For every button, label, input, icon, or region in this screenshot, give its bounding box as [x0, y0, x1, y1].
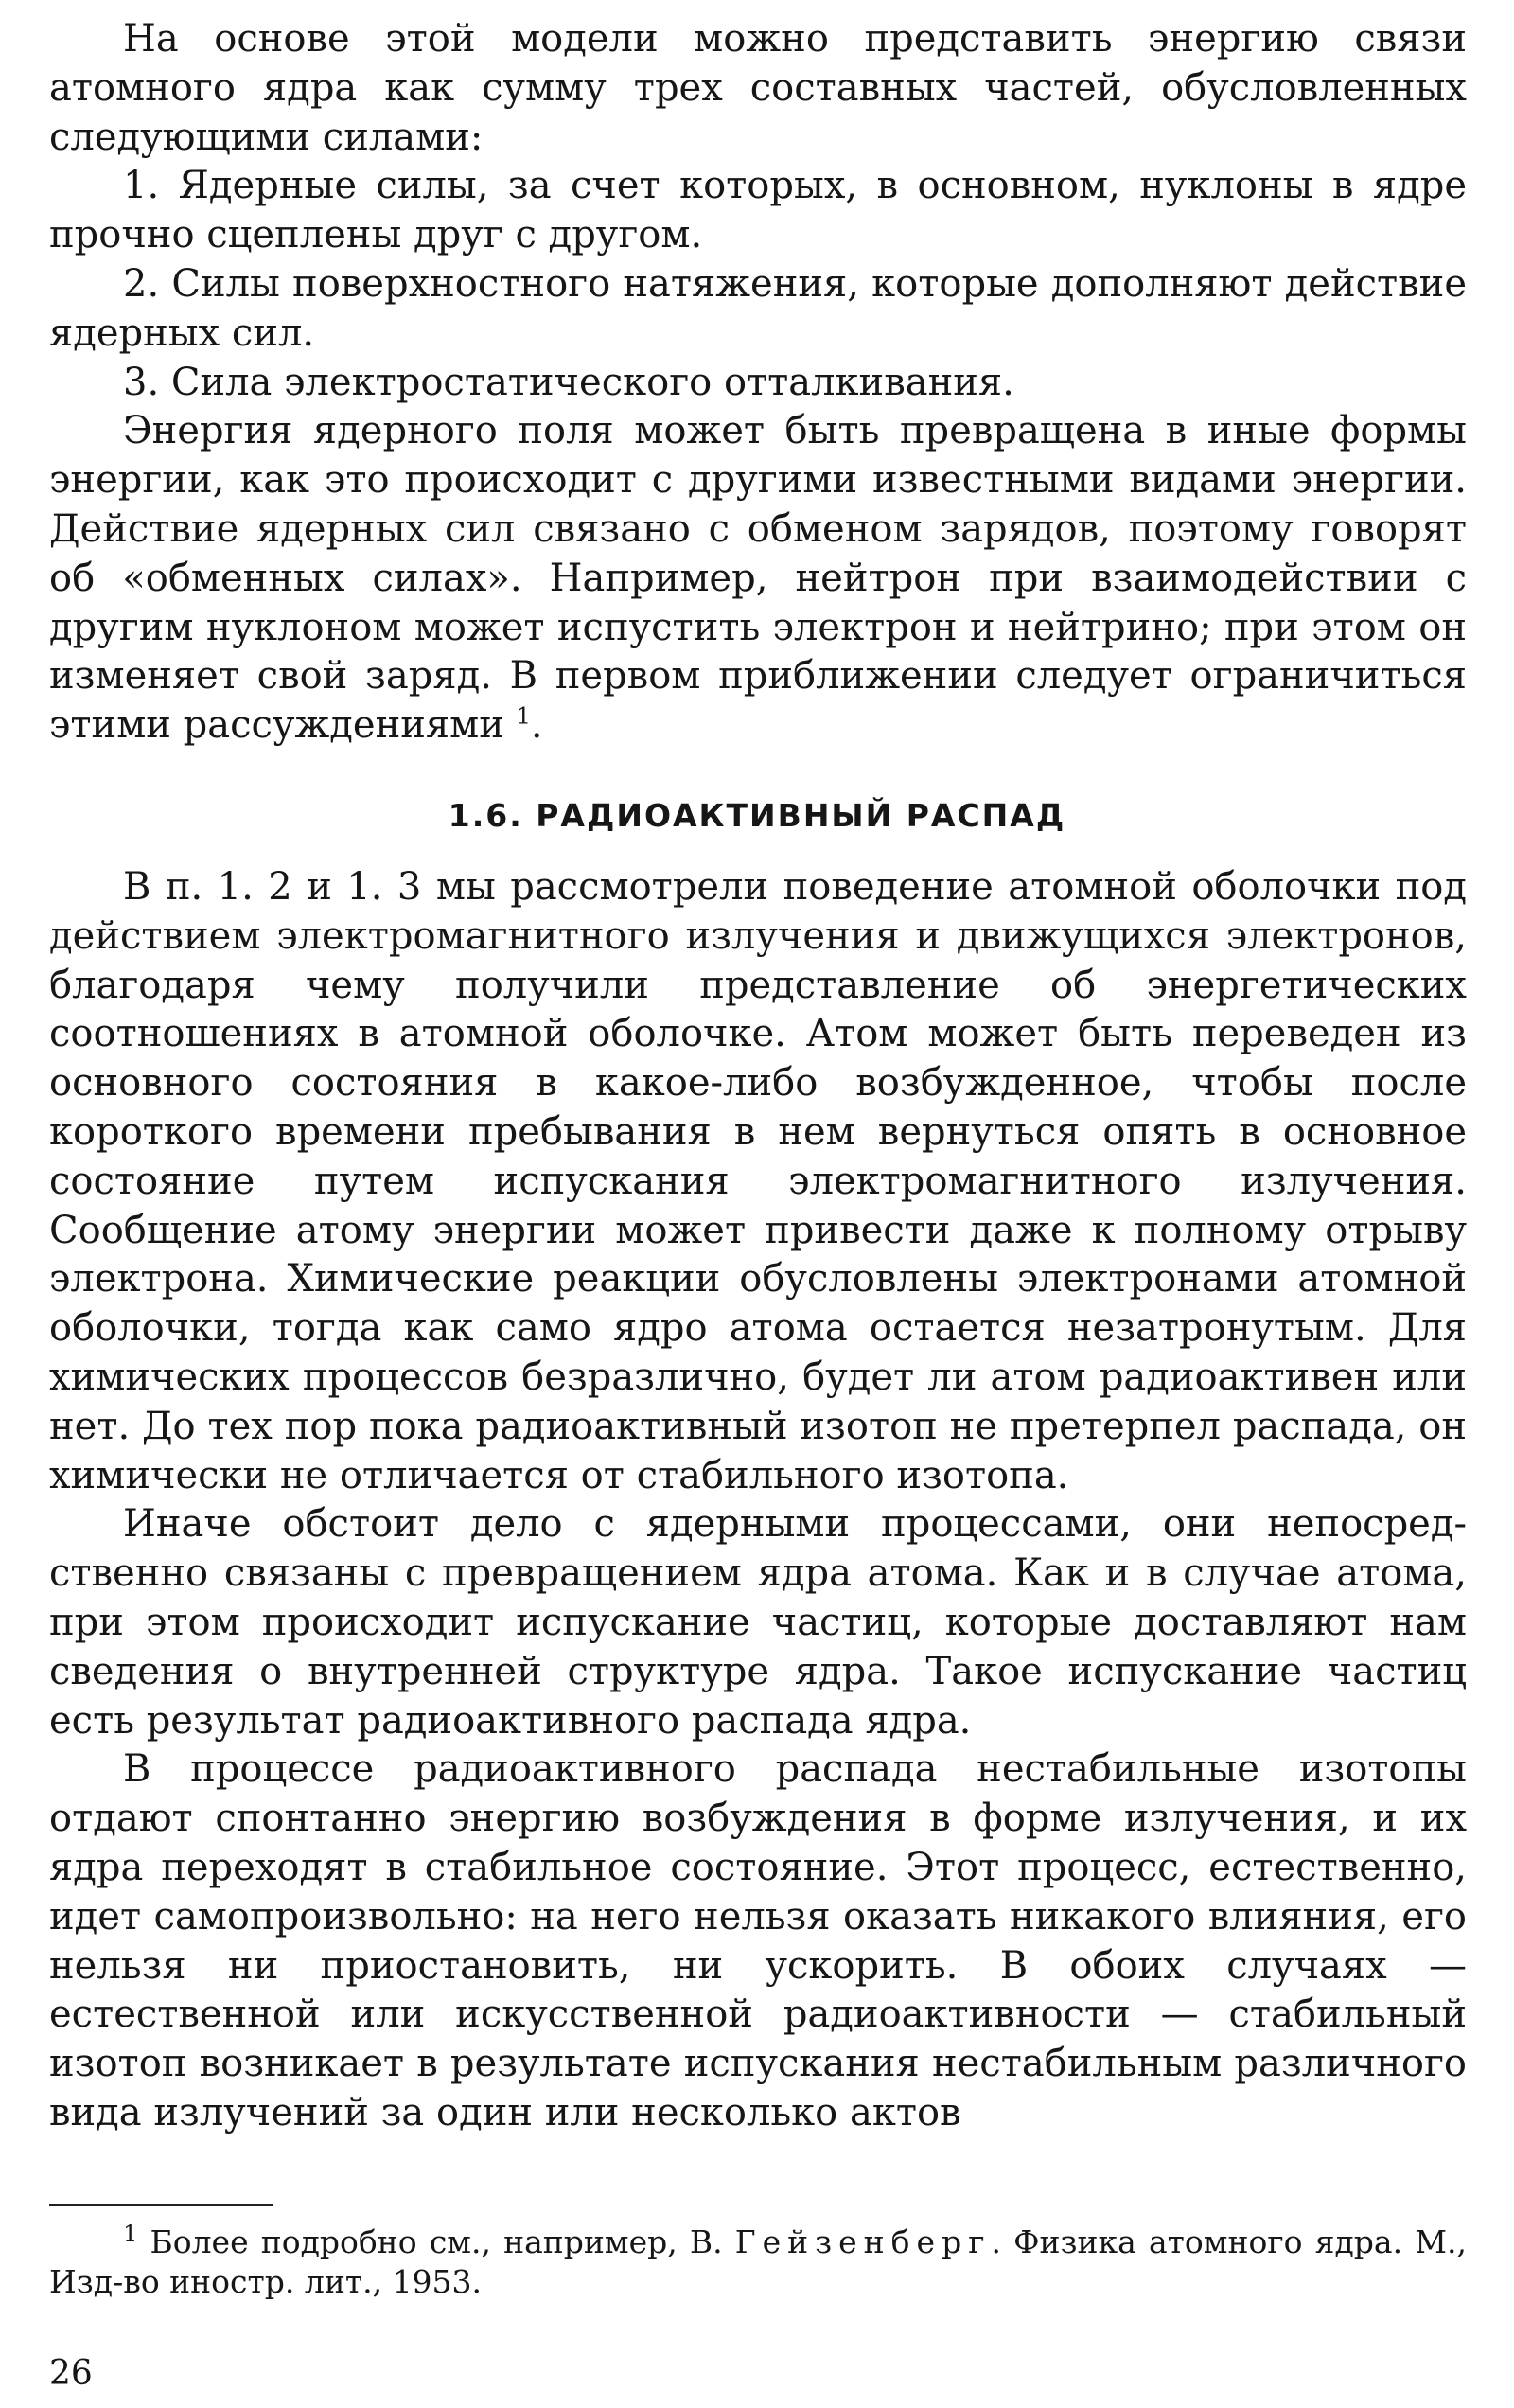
paragraph-nuclear-processes: Иначе обстоит дело с ядерными процессами, они непосредственно связаны с превращением ядра атома. Как и в случае атома, при этом происходит испускание частиц, которые доставляют нам сведения о внутренней структуре ядра. Такое испускание частиц есть результат радиоактивного распада ядра. — [49, 1502, 1467, 1743]
footnote-reference: 1 — [516, 702, 531, 730]
top-text-block — [49, 15, 1467, 751]
page-number: 26 — [49, 2354, 93, 2393]
paragraph-model-intro: На основе этой модели можно представить энергию связи атомного ядра как сумму трех составных частей, обусловленных следующими силами: — [49, 17, 1467, 159]
list-item-surface-tension: 2. Силы поверхностного натяжения, которые дополняют действие ядерных сил. — [49, 261, 1467, 355]
footnote — [49, 2222, 1467, 2302]
footnote-citation: . Физика атомного ядра. М., Изд-во иностр. лит., 1953. — [49, 2223, 1467, 2300]
footnote-lead: Более подробно см., например, В. — [150, 2223, 723, 2260]
paragraph-end-punctuation: . — [530, 703, 543, 748]
footnote-text — [49, 2222, 1467, 2302]
footnote-author: Гейзенберг — [734, 2223, 992, 2260]
section-text-block — [49, 863, 1467, 2138]
footnote-marker: 1 — [123, 2221, 138, 2247]
paragraph-nuclear-field — [49, 407, 1467, 751]
section-heading: 1.6. РАДИОАКТИВНЫЙ РАСПАД — [448, 797, 1066, 834]
paragraph-decay-process: В процессе радиоактивного распада нестабильные изотопы отдают спонтанно энергию возбуждения в форме излучения, и их ядра переходят в стабильное состояние. Этот процесс, естественно, идет самопроизвольно: на него нельзя оказать никакого влияния, его нельзя ни приостановить, ни ускорить. В обоих случаях — естественной или искусственной радиоактивности — стабильный изотоп возникает в результате испускания нестабильным различного вида излучений за один или несколько актов — [49, 1747, 1467, 2134]
paragraph-nuclear-field-text: Энергия ядерного поля может быть превращена в иные формы энергии, как это происходит с другими известными видами энергии. Действие ядерных сил связано с обменом зарядов, поэтому говорят об «обменных силах». Например, нейтрон при взаимодействии с другим нуклоном может испустить электрон и нейтрино; при этом он изменяет свой заряд. В первом приближении следует ограничиться этими рассуждениями — [49, 409, 1467, 748]
list-item-electrostatic: 3. Сила электростатического отталкивания. — [123, 360, 1014, 404]
footnote-divider — [49, 2204, 273, 2206]
list-item-nuclear-forces: 1. Ядерные силы, за счет которых, в основном, нуклоны в ядре прочно сцеплены друг с другом. — [49, 164, 1467, 257]
paragraph-atomic-shell: В п. 1. 2 и 1. 3 мы рассмотрели поведение атомной оболочки под действием электромагнитного излучения и движущихся электронов, благодаря чему получили представление об энергетических соотношениях в атомной оболочке. Атом может быть переведен из основного состояния в какое-либо возбужденное, чтобы после короткого времени пребывания в нем вернуться опять в основное состояние путем испускания электромагнитного излучения. Сообщение атому энергии может привести даже к полному отрыву электрона. Химические реакции обусловлены электронами атомной оболочки, тогда как само ядро атома остается незатронутым. Для химических процессов безразлично, будет ли атом радиоактивен или нет. До тех пор пока радиоактивный изотоп не претерпел распада, он химически не отличается от стабильного изотопа. — [49, 865, 1467, 1497]
